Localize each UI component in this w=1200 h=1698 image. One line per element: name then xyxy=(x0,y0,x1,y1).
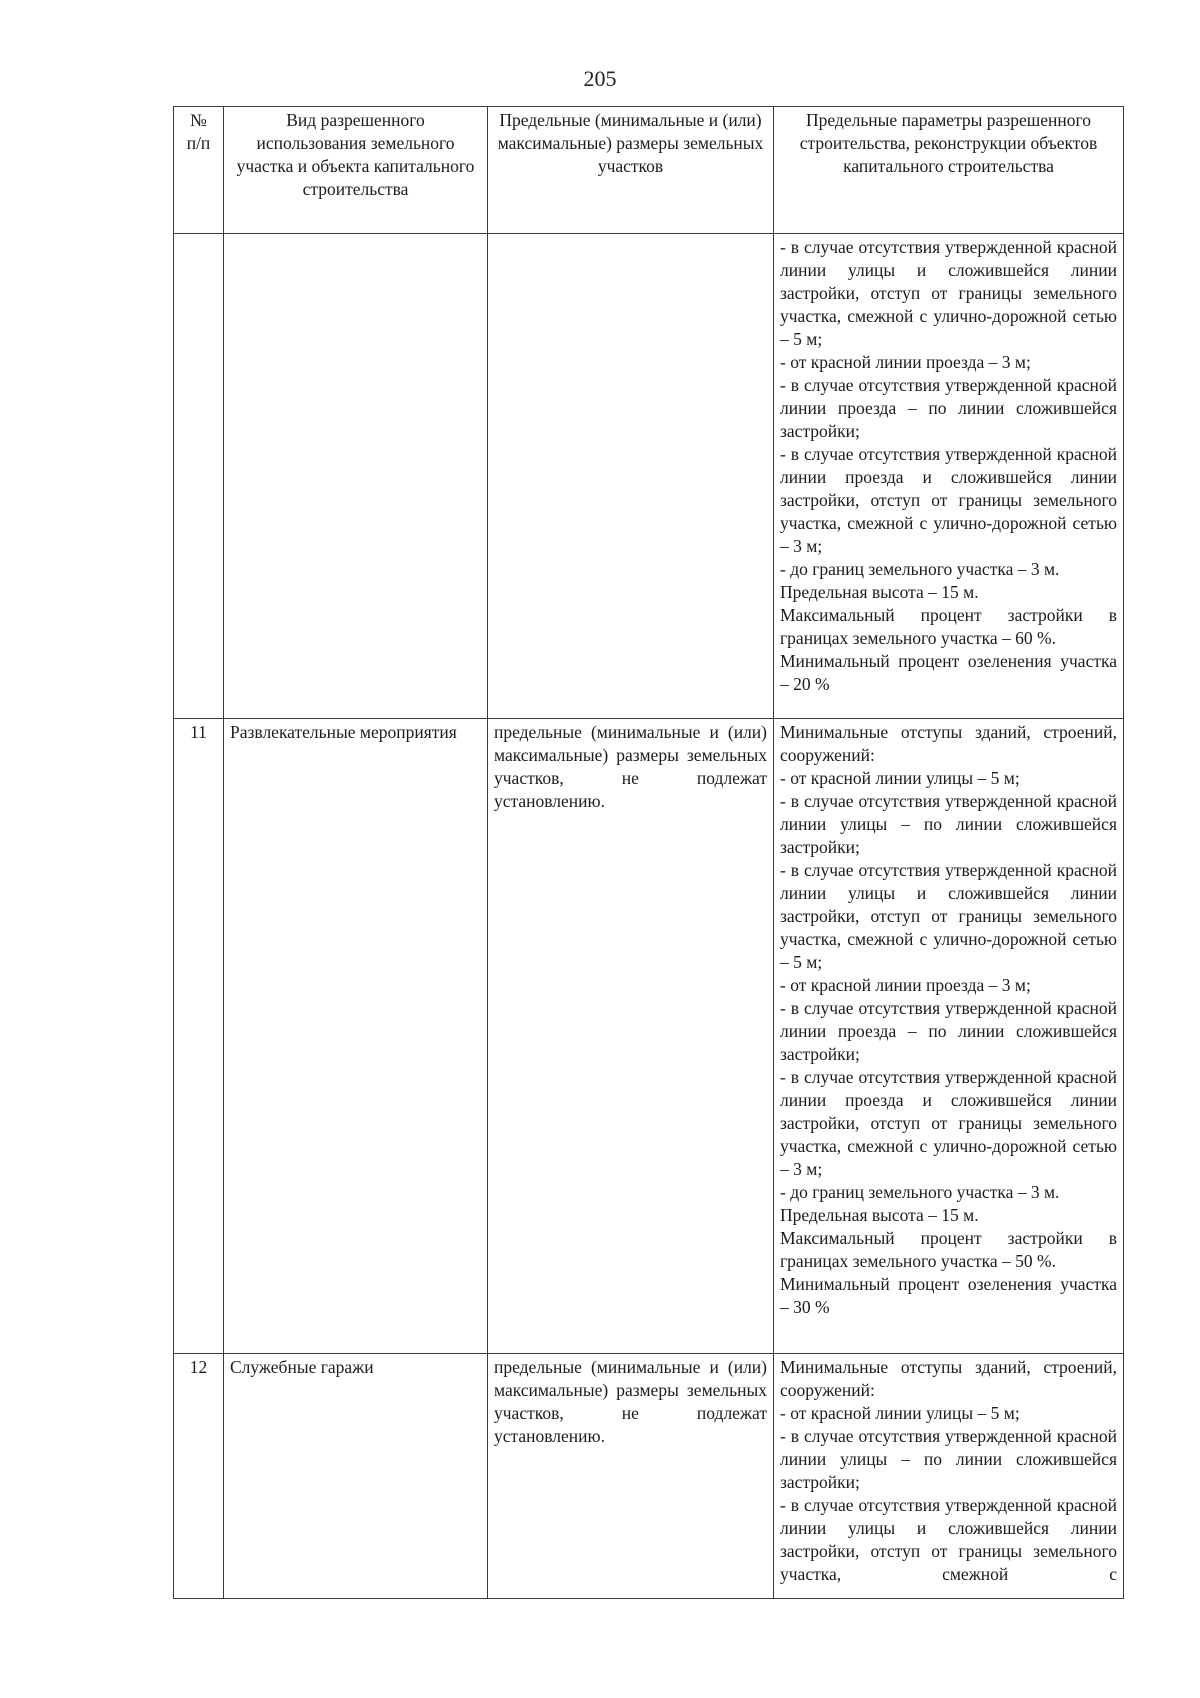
cell-plot-sizes xyxy=(488,234,774,719)
param-line: - в случае отсутствия утвержденной красной линии проезда – по линии сложившейся застройки; xyxy=(780,375,1117,441)
param-line: - от красной линии улицы – 5 м; xyxy=(780,768,1020,788)
cell-number: 12 xyxy=(174,1354,224,1599)
page-number: 205 xyxy=(583,66,617,91)
header-plot-sizes: Предельные (минимальные и (или) максимальные) размеры земельных участков xyxy=(488,107,774,234)
cell-construction-params xyxy=(774,1354,1124,1599)
table-header-row xyxy=(174,107,1124,234)
param-line: - в случае отсутствия утвержденной красной линии улицы – по линии сложившейся застройки; xyxy=(780,1426,1117,1492)
param-line: - от красной линии проезда – 3 м; xyxy=(780,352,1031,372)
param-line: - в случае отсутствия утвержденной красной линии улицы и сложившейся линии застройки, отступ от границы земельного участка, смежной с улично-дорожной сетью – 5 м; xyxy=(780,237,1117,349)
header-use-kind: Вид разрешенного использования земельного участка и объекта капитального строительства xyxy=(224,107,488,234)
param-line: Минимальные отступы зданий, строений, сооружений: xyxy=(780,1357,1117,1400)
table-row xyxy=(174,719,1124,1354)
param-line: Предельная высота – 15 м. xyxy=(780,582,979,602)
param-line: - в случае отсутствия утвержденной красной линии проезда и сложившейся линии застройки, отступ от границы земельного участка, смежной с улично-дорожной сетью – 3 м; xyxy=(780,444,1117,556)
regulations-table xyxy=(173,106,1124,1599)
param-line: Минимальный процент озеленения участка – 30 % xyxy=(780,1274,1117,1317)
param-line: - до границ земельного участка – 3 м. xyxy=(780,559,1060,579)
param-line: - в случае отсутствия утвержденной красной линии улицы и сложившейся линии застройки, отступ от границы земельного участка, смежной с улично-дорожной сетью – 5 м; xyxy=(780,860,1117,972)
cell-use-kind xyxy=(224,234,488,719)
cell-construction-params xyxy=(774,234,1124,719)
param-line: Предельная высота – 15 м. xyxy=(780,1205,979,1225)
param-line: Минимальные отступы зданий, строений, сооружений: xyxy=(780,722,1117,765)
param-line: - в случае отсутствия утвержденной красной линии проезда – по линии сложившейся застройки; xyxy=(780,998,1117,1064)
cell-use-kind: Служебные гаражи xyxy=(224,1354,488,1599)
param-line: Максимальный процент застройки в границах земельного участка – 60 %. xyxy=(780,605,1117,648)
param-line: Минимальный процент озеленения участка – 20 % xyxy=(780,651,1117,694)
cell-number xyxy=(174,234,224,719)
header-construction-params: Предельные параметры разрешенного строительства, реконструкции объектов капитального строительства xyxy=(774,107,1124,234)
param-line: - до границ земельного участка – 3 м. xyxy=(780,1182,1060,1202)
cell-number: 11 xyxy=(174,719,224,1354)
table-row xyxy=(174,1354,1124,1599)
cell-plot-sizes: предельные (минимальные и (или) максимальные) размеры земельных участков, не подлежат установлению. xyxy=(488,719,774,1354)
header-number: № п/п xyxy=(174,107,224,234)
param-line: - в случае отсутствия утвержденной красной линии улицы и сложившейся линии застройки, отступ от границы земельного участка, смежной с xyxy=(780,1495,1117,1584)
cell-construction-params xyxy=(774,719,1124,1354)
cell-plot-sizes: предельные (минимальные и (или) максимальные) размеры земельных участков, не подлежат установлению. xyxy=(488,1354,774,1599)
cell-use-kind: Развлекательные мероприятия xyxy=(224,719,488,1354)
table-row-continuation xyxy=(174,234,1124,719)
param-line: - в случае отсутствия утвержденной красной линии проезда и сложившейся линии застройки, отступ от границы земельного участка, смежной с улично-дорожной сетью – 3 м; xyxy=(780,1067,1117,1179)
param-line: - от красной линии проезда – 3 м; xyxy=(780,975,1031,995)
param-line: Максимальный процент застройки в границах земельного участка – 50 %. xyxy=(780,1228,1117,1271)
param-line: - в случае отсутствия утвержденной красной линии улицы – по линии сложившейся застройки; xyxy=(780,791,1117,857)
param-line: - от красной линии улицы – 5 м; xyxy=(780,1403,1020,1423)
